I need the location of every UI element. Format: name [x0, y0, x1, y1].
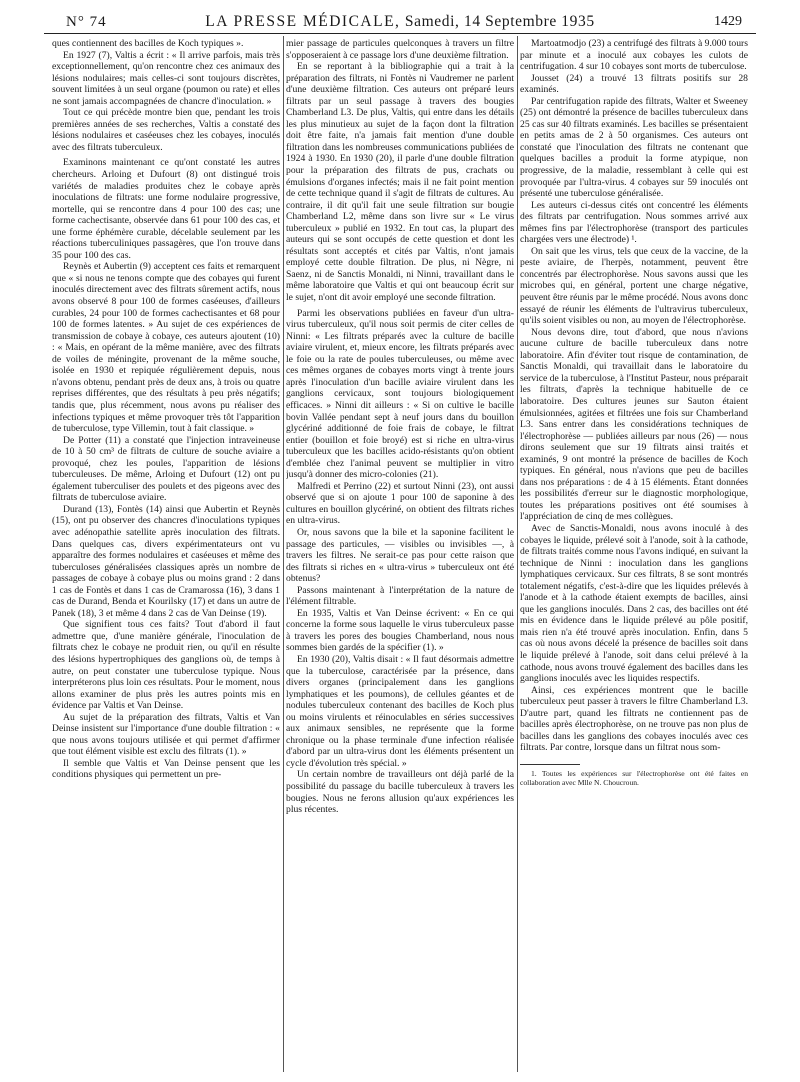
- page-number: 1429: [714, 14, 742, 29]
- running-title: [44, 13, 756, 31]
- paragraph: Malfredi et Perrino (22) et surtout Ninni (23), ont aussi observé que si on ajoute 1 pour 100 de saponine à des cultures en bouillon glycériné, on obtient des filtrats riches en ultra-virus.: [286, 480, 514, 527]
- paragraph: Avec de Sanctis-Monaldi, nous avons inoculé à des cobayes le liquide, prélevé soit à l'anode, soit à la cathode, de filtrats traités comme nous l'avons indiqué, en suivant la technique de Ninni : inoculation dans les ganglions lymphatiques cervicaux. Sur ces filtrats, 8 se sont montrés totalement négatifs, c'est-à-dire que les liquides prélevés à l'anode et à la cathode étaient exempts de bacilles, ainsi que les ganglions inoculés. Dans 2 cas, des bacilles ont été mis en évidence dans le liquide prélevé au pôle positif, mais rien n'a été trouvé après inoculation. Enfin, dans 5 cas où nous avons décelé la présence de bacilles soit dans le liquide prélevé à l'anode, soit dans celui prélevé à la cathode, nous avons trouvé également des bacilles dans les ganglions inoculés avec les liquides respectifs.: [520, 522, 748, 685]
- paragraph: Jousset (24) a trouvé 13 filtrats positifs sur 28 examinés.: [520, 72, 748, 96]
- paragraph: Les auteurs ci-dessus cités ont concentré les éléments des filtrats par centrifugation. Nous sommes arrivé aux mêmes fins par l'électrophorèse (transport des particules chargées vers une électrode) ¹.: [520, 199, 748, 246]
- paragraph: En 1930 (20), Valtis disait : « Il faut désormais admettre que la tuberculose, caractérisée par la présence, dans divers organes (principalement dans les ganglions lymphatiques et les poumons), de cellules géantes et de nodules tuberculeux contenant des bacilles de Koch plus ou moins virulents et réinoculables en séries successives aux animaux sensibles, ne représente que la forme chronique ou la phase terminale d'une infection réalisée d'abord par un ultra-virus dont les éléments présentent un cycle d'évolution très spécial. »: [286, 653, 514, 769]
- text-column-right: [520, 38, 748, 1074]
- issue-number: N° 74: [66, 14, 107, 30]
- paragraph: Nous devons dire, tout d'abord, que nous n'avions aucune culture de bacille tuberculeux dans notre laboratoire. Afin d'éviter tout risque de contamination, de Sanctis Monaldi, qui travaillait dans le laboratoire du service de la tuberculose, à l'Institut Pasteur, nous préparait les filtrats, d'après la technique habituelle de ce laboratoire. Des cultures jeunes sur Sauton étaient émulsionnées, agitées et filtrées une fois sur Chamberland L3. Sans entrer dans les considérations techniques de l'électrophorèse — publiées ailleurs par nous (26) — nous dirons seulement que sur 19 filtrats ainsi traités et examinés, 9 ont montré la présence de bacilles de Koch typiques. En général, nous n'avions que peu de bacilles dans nos préparations : de 4 à 15 éléments. Étant données les possibilités d'erreur sur le diagnostic morphologique, toutes les préparations positives ont été soumises à l'appréciation de cinq de mes collègues.: [520, 326, 748, 523]
- column-divider: [283, 36, 284, 1072]
- publication-title: LA PRESSE MÉDICALE,: [205, 13, 401, 30]
- paragraph: En se reportant à la bibliographie qui a trait à la préparation des filtrats, ni Fontès ni Vaudremer ne parlent d'une deuxième filtration. Ces auteurs ont préparé leurs filtrats par un seul passage à travers des bougies Chamberland L3. De plus, Valtis, qui entre dans les détails les plus minutieux au sujet de la façon dont la filtration doit être faite, n'a jamais fait mention d'une double filtration dans les nombreuses communications publiées de 1924 à 1930. En 1930 (20), il parle d'une double filtration pour la préparation des filtrats de pus, crachats ou émulsions d'organes infectés; mais il ne fait point mention de cette technique quand il s'agit de filtrats de cultures. Au contraire, il dit qu'il fait une seule filtration sur bougie Chamberland L2, même dans son livre sur « Le virus tuberculeux » publié en 1932. En tout cas, la plupart des auteurs qui se sont occupés de cette question et dont les résultats sont acceptés et cités par Valtis, n'ont jamais employé cette double filtration. De plus, ni Nègre, ni Saenz, ni de Sanctis Monaldi, ni Ninni, travaillant dans le même laboratoire que Valtis et qui ont beaucoup écrit sur le sujet, n'ont dit avoir employé une seconde filtration.: [286, 61, 514, 304]
- paragraph: Or, nous savons que la bile et la saponine facilitent le passage des particules, — visibles ou invisibles —, à travers les filtres. Ne serait-ce pas pour cette raison que des filtrats si riches en « ultra-virus » tuberculeux ont été obtenus?: [286, 526, 514, 585]
- issue-date: Samedi, 14 Septembre 1935: [404, 13, 595, 30]
- paragraph: De Potter (11) a constaté que l'injection intraveineuse de 10 à 50 cm³ de filtrats de culture de souche aviaire a provoqué, chez les poules, l'apparition de lésions tuberculeuses. De même, Arloing et Dufourt (12) ont pu également tuberculiser des poulets et des pigeons avec des filtrats de tuberculose aviaire.: [52, 434, 280, 504]
- column-divider: [517, 36, 518, 1072]
- footnote: 1. Toutes les expériences sur l'électrophorèse ont été faites en collaboration avec Mlle N. Choucroun.: [520, 768, 748, 787]
- paragraph: Reynès et Aubertin (9) acceptent ces faits et remarquent que « si nous ne tenons compte que des cobayes qui furent inoculés directement avec des filtrats sûrement actifs, nous avons observé 8 pour 100 de formes caséeuses, d'ailleurs curables, 24 pour 100 de formes cachectisantes et 68 pour 100 de formes latentes. » Au sujet de ces expériences de transmission de cobaye à cobaye, ces auteurs ajoutent (10) : « Mais, en opérant de la même manière, avec des filtrats de voiles de méningite, provenant de la même souche, isolée en 1930 et repiquée régulièrement depuis, nous n'avons obtenu, pendant près de deux ans, à trois ou quatre reprises différentes, que des résultats à peu près négatifs; tandis que, plus récemment, nous avons pu réaliser des infections typiques et même provoquer très tôt l'apparition de tuberculose, type Villemin, tout à fait classique. »: [52, 261, 280, 435]
- footnote-rule: [520, 764, 580, 765]
- page-header: [44, 8, 756, 34]
- paragraph: Un certain nombre de travailleurs ont déjà parlé de la possibilité du passage du bacille tuberculeux à travers les bougies. Nous ne ferons allusion qu'aux expériences les plus récentes.: [286, 769, 514, 816]
- paragraph: En 1935, Valtis et Van Deinse écrivent: « En ce qui concerne la forme sous laquelle le virus tuberculeux passe à travers les pores des bougies Chamberland, nous nous sommes bien gardés de la spécifier (1). »: [286, 607, 514, 654]
- paragraph: ques contiennent des bacilles de Koch typiques ».: [52, 38, 244, 49]
- paragraph: Il semble que Valtis et Van Deinse pensent que les conditions physiques qui permettent un pre-: [52, 757, 280, 781]
- paragraph: Tout ce qui précède montre bien que, pendant les trois premières années de ses recherches, Valtis a constaté des lésions nodulaires et caséeuses chez les cobayes, inoculés avec des filtrats tuberculeux.: [52, 107, 280, 153]
- paragraph: Passons maintenant à l'interprétation de la nature de l'élément filtrable.: [286, 584, 514, 608]
- paragraph: Ainsi, ces expériences montrent que le bacille tuberculeux peut passer à travers le filtre Chamberland L3. D'autre part, quand les filtrats ne contiennent pas de bacilles après électrophorèse, on ne trouve pas non plus de bacilles dans les ganglions des cobayes inoculés avec ces filtrats. Par contre, lorsque dans un filtrat nous som-: [520, 684, 748, 754]
- paragraph: Examinons maintenant ce qu'ont constaté les autres chercheurs. Arloing et Dufourt (8) ont distingué trois variétés de maladies produites chez le cobaye après inoculations de filtrats: une forme nodulaire progressive, mortelle, qui se rencontre dans 4 pour 100 des cas; une forme cachectisante, observée dans 61 pour 100 des cas, et une forme éphémère curable, décelable seulement par les réactions tuberculiniques passagères, que l'on trouve dans 35 pour 100 des cas.: [52, 157, 280, 261]
- paragraph: On sait que les virus, tels que ceux de la vaccine, de la peste aviaire, de l'herpès, notamment, peuvent être concentrés par électrophorèse. Nous savons aussi que les microbes qui, en général, portent une charge négative, peuvent être réunis par le même procédé. Nous avons donc essayé de réunir les éléments de l'ultravirus tuberculeux, qu'ils soient visibles ou non, au moyen de l'électrophorèse.: [520, 245, 748, 327]
- paragraph: Que signifient tous ces faits? Tout d'abord il faut admettre que, d'une manière générale, l'inoculation de filtrats chez le cobaye ne produit rien, ou qu'il en résulte des lésions hypertrophiques des ganglions où, de temps à autre, on peut constater une tuberculose typique. Nous interpréterons plus loin ces résultats. Pour le moment, nous allons examiner de plus près les autres points mis en évidence par Valtis et Van Deinse.: [52, 619, 280, 712]
- text-column-left: [52, 38, 280, 1074]
- text-column-middle: [286, 38, 514, 1074]
- paragraph: Parmi les observations publiées en faveur d'un ultra-virus tuberculeux, qu'il nous soit permis de citer celles de Ninni: « Les filtrats préparés avec la culture de bacille aviaire virulent, et, mieux encore, les filtrats préparés avec le foie ou la rate de poules tuberculeuses, ou même avec ces mêmes organes de cobayes morts vingt à trente jours après l'inoculation d'un bacille aviaire virulent dans les ganglions cervicaux, sont toujours biologiquement efficaces. » Ninni dit ailleurs : « Si on cultive le bacille bovin Vallée pendant sept à neuf jours dans du bouillon glycériné additionné de foie frais de cobaye, le filtrat entier (bouillon et foie broyé) est si riche en ultra-virus tuberculeux que les bacilles acido-résistants qu'on obtient d'emblée chez l'animal peuvent se multiplier in vitro jusqu'à donner des micro-colonies (21).: [286, 307, 514, 481]
- paragraph: Martoatmodjo (23) a centrifugé des filtrats à 9.000 tours par minute et a inoculé aux cobayes les culots de centrifugation. 4 sur 10 cobayes sont morts de tuberculose.: [520, 38, 748, 73]
- paragraph: En 1927 (7), Valtis a écrit : « Il arrive parfois, mais très exceptionnellement, qu'on rencontre chez ces animaux des lésions nodulaires; mais celles-ci sont toujours discrètes, souvent limitées à un seul organe (poumon ou rate) et elles ne sont jamais accompagnées de chancre d'inoculation. »: [52, 49, 280, 107]
- paragraph: Durand (13), Fontès (14) ainsi que Aubertin et Reynès (15), ont pu observer des chancres d'inoculations typiques avec adénopathie satellite après inoculation des filtrats. Dans quelques cas, divers expérimentateurs ont vu apparaître des formes nodulaires et caséeuses et même des tuberculoses généralisées classiques après un nombre de passages de cobaye à cobaye plus ou moins grand : 2 dans 1 cas de Fontès et dans 1 cas de Cramarossa (16), 3 dans 1 cas de Durand, Benda et Kourilsky (17) et dans un autre de Panek (18), 3 et même 4 dans 2 cas de Van Deinse (19).: [52, 503, 280, 619]
- paragraph: Par centrifugation rapide des filtrats, Walter et Sweeney (25) ont démontré la présence de bacilles tuberculeux dans 25 cas sur 40 filtrats examinés. Les bacilles se présentaient en petits amas de 2 à 50 organismes. Ces auteurs ont constaté que l'inoculation des filtrats ne contenant que quelques bacilles a produit la forme atypique, non progressive, de la maladie, ressemblant à celle qui est provoquée par l'ultra-virus. 4 cobayes sur 59 inoculés ont présenté une tuberculose généralisée.: [520, 95, 748, 200]
- paragraph: mier passage de particules quelconques à travers un filtre s'opposeraient à ce passage lors d'une deuxième filtration.: [286, 38, 514, 61]
- paragraph: Au sujet de la préparation des filtrats, Valtis et Van Deinse insistent sur l'importance d'une double filtration : « que nous avons toujours utilisée et qui permet d'affirmer que tout élément visible est exclu des filtrats (1). »: [52, 711, 280, 758]
- header-rule: [44, 33, 756, 34]
